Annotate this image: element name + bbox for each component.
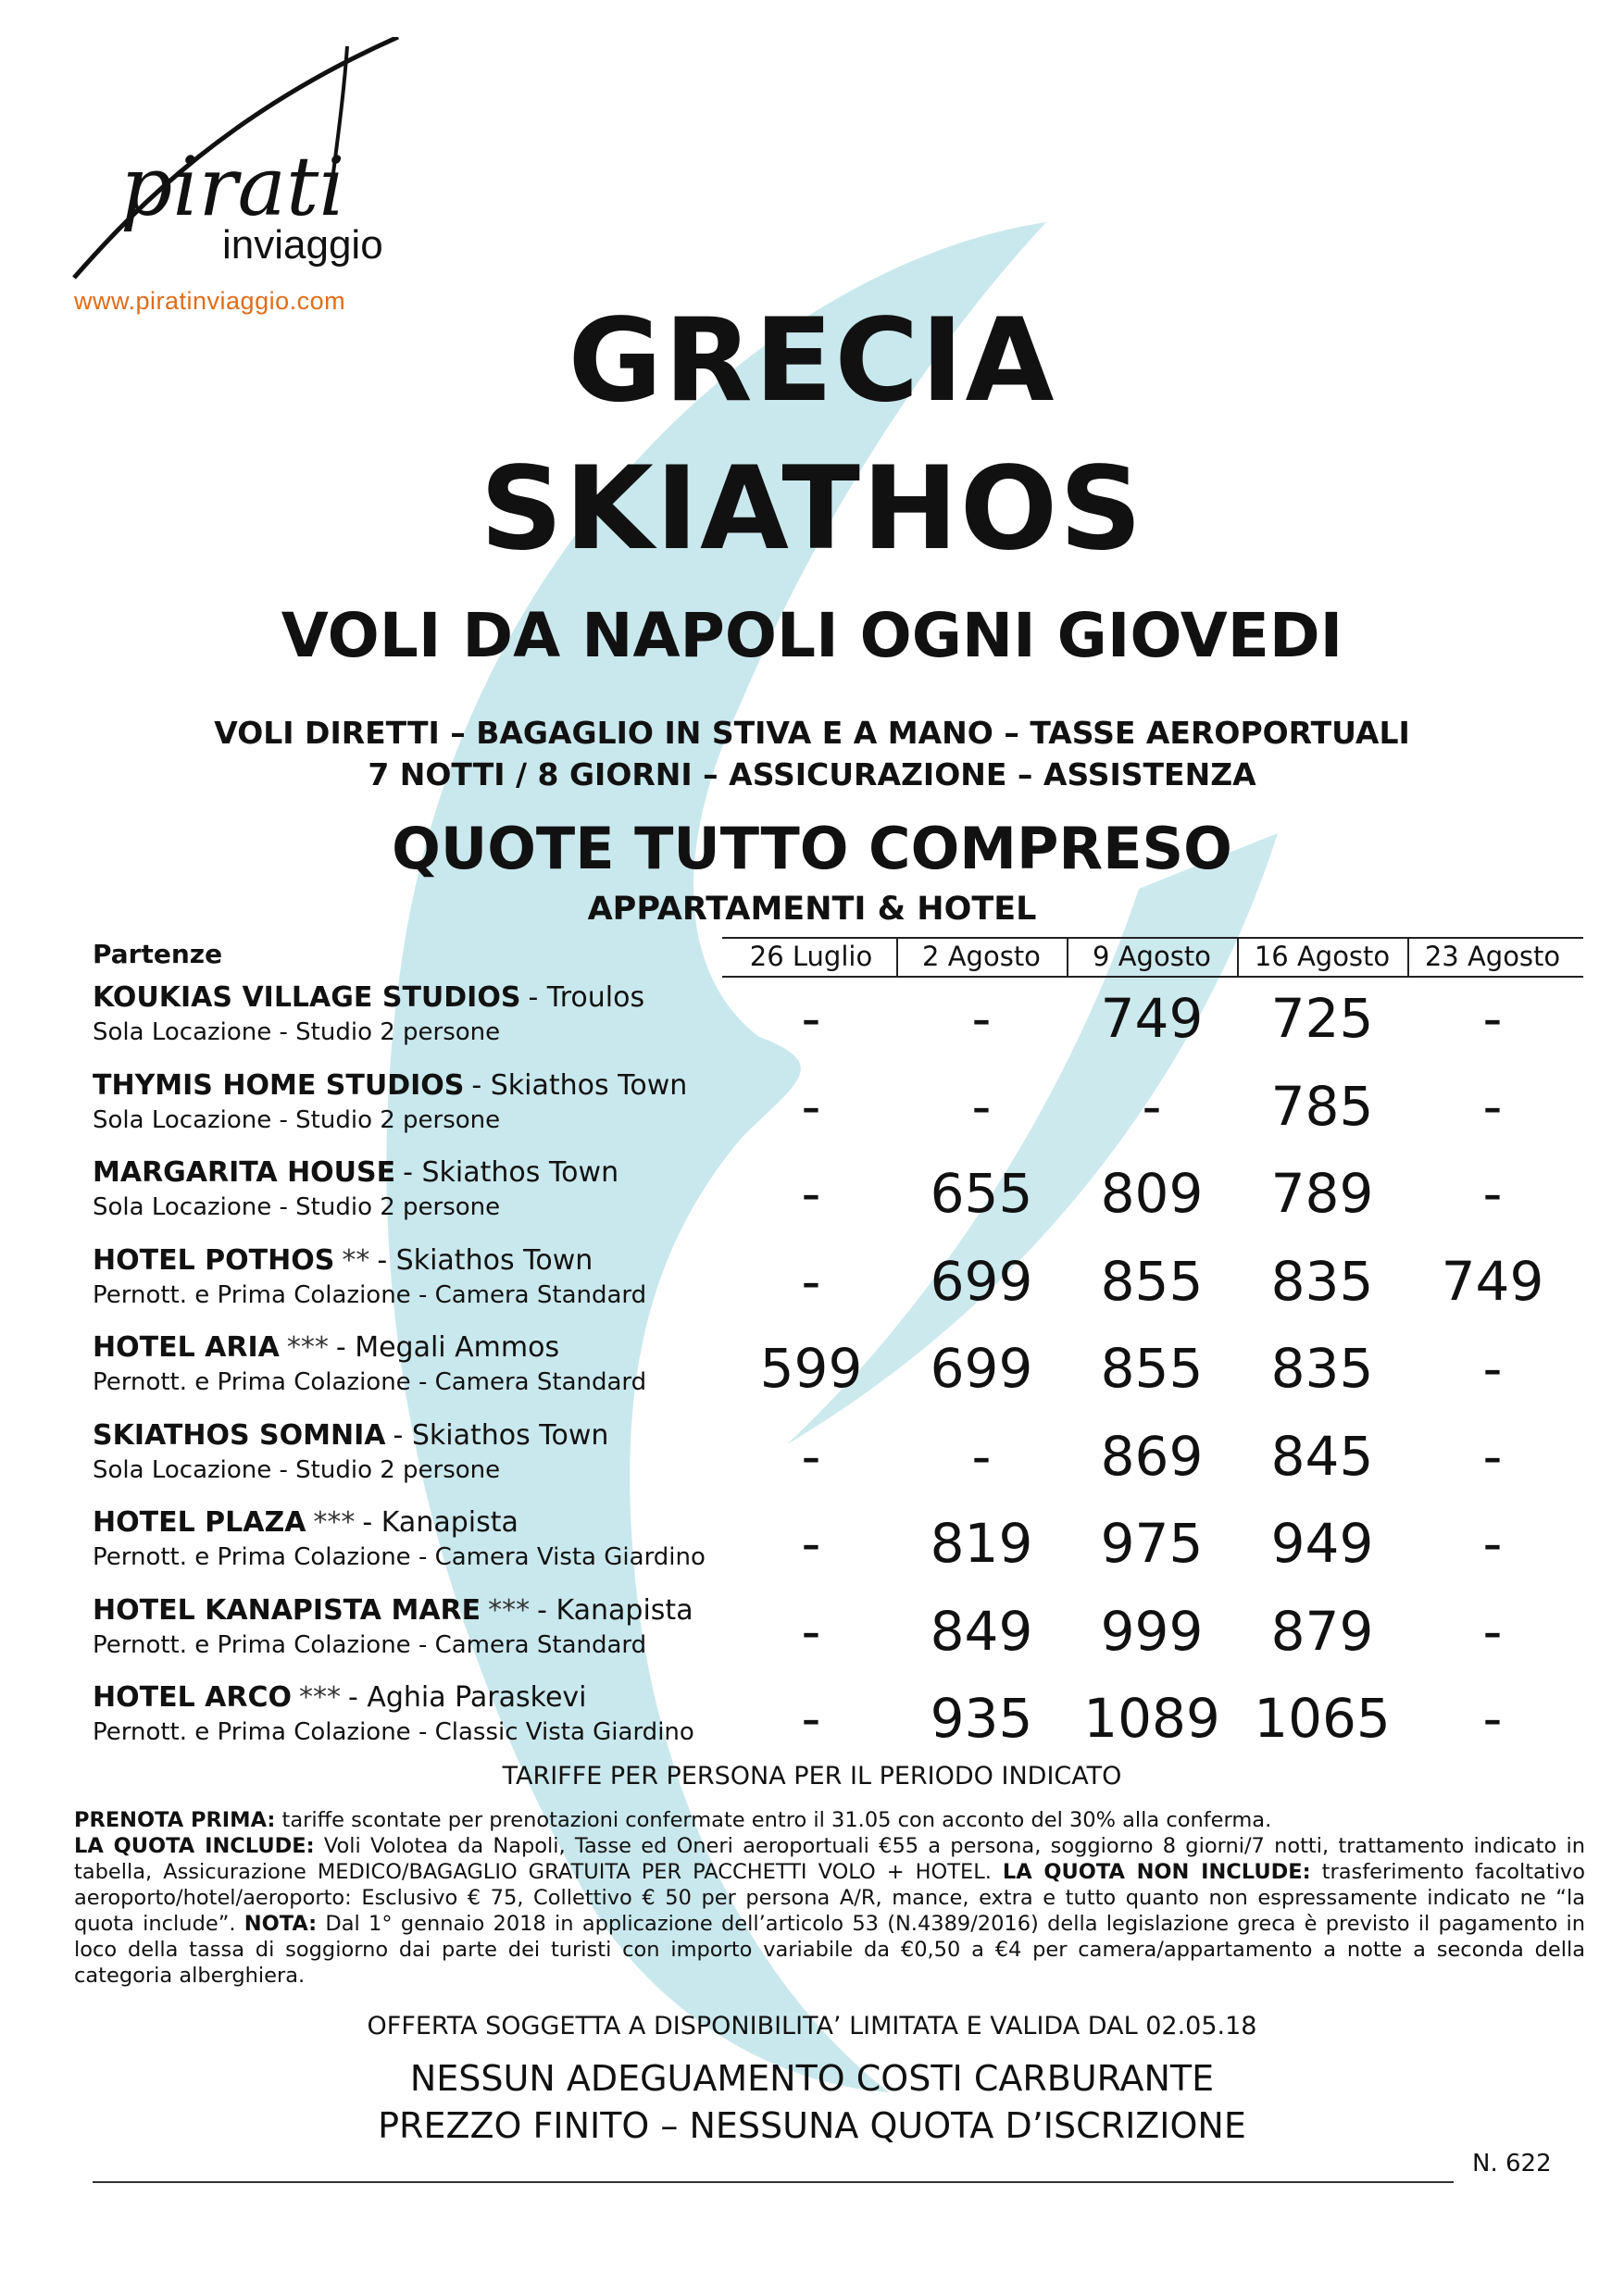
price-cell: - — [971, 987, 992, 1050]
hotel-treatment: Sola Locazione - Studio 2 persone — [93, 1105, 501, 1134]
price-cell: - — [801, 987, 821, 1050]
quota-details — [74, 1833, 1585, 1989]
price-cell: - — [801, 1074, 821, 1138]
hotel-location: - Troulos — [528, 981, 645, 1014]
hotel-treatment: Pernott. e Prima Colazione - Camera Vista Giardino — [93, 1543, 706, 1571]
price-cell: - — [1482, 1424, 1503, 1488]
price-cell: 855 — [1100, 1249, 1204, 1313]
hotel-treatment: Sola Locazione - Studio 2 persone — [93, 1455, 501, 1484]
hotel-location: - Megali Ammos — [335, 1331, 560, 1364]
price-cell: - — [801, 1512, 821, 1575]
column-header-date: 2 Agosto — [922, 941, 1041, 972]
hotel-title: SKIATHOS SOMNIA — [93, 1418, 386, 1452]
hotel-treatment: Pernott. e Prima Colazione - Classic Vista Giardino — [93, 1718, 694, 1746]
column-header-date: 26 Luglio — [749, 941, 873, 972]
url-part-1: www.pirat — [74, 287, 187, 315]
flyer-number: N. 622 — [1472, 2150, 1552, 2177]
price-cell: 749 — [1441, 1249, 1544, 1313]
hotel-treatment: Pernott. e Prima Colazione - Camera Standard — [93, 1280, 647, 1309]
url-part-3: .com — [289, 287, 346, 315]
hotel-location: - Kanapista — [362, 1506, 518, 1539]
hotel-location: - Skiathos Town — [471, 1068, 688, 1102]
price-cell: 845 — [1270, 1424, 1374, 1488]
hotel-title: HOTEL POTHOS — [93, 1243, 335, 1277]
prenota-prima-note — [74, 1807, 1585, 1833]
hotel-location: - Skiathos Town — [403, 1156, 619, 1189]
price-cell: 785 — [1270, 1074, 1374, 1138]
hotel-title: MARGARITA HOUSE — [93, 1156, 396, 1189]
hotel-title: HOTEL ARIA — [93, 1331, 280, 1364]
price-cell: - — [1482, 1162, 1503, 1225]
price-cell: 1089 — [1083, 1687, 1220, 1750]
nota-label: NOTA: — [244, 1912, 318, 1936]
hotel-treatment: Pernott. e Prima Colazione - Camera Standard — [93, 1630, 647, 1659]
column-header-date: 16 Agosto — [1254, 941, 1391, 972]
non-include-label: LA QUOTA NON INCLUDE: — [1002, 1860, 1311, 1884]
price-cell: - — [1482, 1599, 1503, 1663]
price-cell: 835 — [1270, 1337, 1374, 1400]
partenze-label: Partenze — [93, 939, 223, 969]
hotel-title: THYMIS HOME STUDIOS — [93, 1068, 465, 1102]
price-cell: 789 — [1270, 1162, 1374, 1225]
hotel-name — [93, 1419, 608, 1452]
fuel-note: NESSUN ADEGUAMENTO COSTI CARBURANTE — [409, 2058, 1215, 2099]
nota-text: Dal 1° gennaio 2018 in applicazione dell’articolo 53 (N.4389/2016) della legislazione greca è previsto il pagamento in loco della tassa di soggiorno dai parte dei turisti con importo variabile da €0,50 a €4 per camera/appartamento a notte a seconda della categoria alberghiera. — [74, 1912, 1585, 1988]
prenota-label: PRENOTA PRIMA: — [74, 1808, 276, 1832]
price-cell: 725 — [1270, 987, 1374, 1050]
price-cell: 749 — [1100, 987, 1204, 1050]
price-cell: 975 — [1100, 1512, 1204, 1575]
hotel-stars: *** — [313, 1506, 356, 1539]
non-include-text: trasferimento facoltativo aeroporto/hotel/aeroporto: Esclusivo € 75, Collettivo € 50 per persona A/R, mance, extra e tutto quanto non espressamente indicato ne “la quota include”. — [74, 1860, 1585, 1936]
url-part-2: inviaggio — [186, 287, 290, 315]
prenota-text: tariffe scontate per prenotazioni confermate entro il 31.05 con acconto del 30% alla conferma. — [275, 1808, 1272, 1832]
price-cell: 699 — [930, 1249, 1033, 1313]
hotel-stars: ** — [342, 1243, 370, 1277]
price-cell: - — [801, 1424, 821, 1488]
offer-validity: OFFERTA SOGGETTA A DISPONIBILITA’ LIMITATA E VALIDA DAL 02.05.18 — [367, 2012, 1257, 2040]
quote-subtitle: APPARTAMENTI & HOTEL — [587, 891, 1037, 928]
price-cell: - — [801, 1599, 821, 1663]
price-cell: - — [801, 1249, 821, 1313]
price-cell: - — [1482, 987, 1503, 1050]
price-cell: 1065 — [1254, 1687, 1391, 1750]
hotel-location: - Aghia Paraskevi — [347, 1681, 587, 1714]
title-island: SKIATHOS — [480, 443, 1144, 576]
include-text: Voli Volotea da Napoli, Tasse ed Oneri aeroportuali €55 a persona, soggiorno 8 giorni/7 notti, trattamento indicato in tabella, Assicurazione MEDICO/BAGAGLIO GRATUITA PER PACCHETTI VOLO + HOTEL. — [74, 1834, 1585, 1884]
hotel-title: HOTEL PLAZA — [93, 1506, 306, 1539]
price-cell: 699 — [930, 1337, 1033, 1400]
hotel-name — [93, 981, 644, 1014]
price-cell: 879 — [1270, 1599, 1374, 1663]
hotel-name — [93, 1244, 593, 1277]
logo-word-pirati: pirati — [120, 139, 345, 234]
price-cell: 869 — [1100, 1424, 1204, 1488]
include-label: LA QUOTA INCLUDE: — [74, 1834, 315, 1858]
hotel-name — [93, 1156, 618, 1189]
price-cell: 849 — [930, 1599, 1033, 1663]
hotel-name — [93, 1506, 518, 1539]
bottom-rule — [93, 2181, 1454, 2183]
price-cell: - — [971, 1424, 992, 1488]
tariffe-note: TARIFFE PER PERSONA PER IL PERIODO INDICATO — [502, 1762, 1122, 1791]
hotel-treatment: Sola Locazione - Studio 2 persone — [93, 1018, 501, 1046]
price-note: PREZZO FINITO – NESSUNA QUOTA D’ISCRIZIONE — [378, 2105, 1246, 2146]
price-cell: - — [1482, 1074, 1503, 1138]
hotel-location: - Skiathos Town — [393, 1418, 609, 1452]
hotel-title: HOTEL KANAPISTA MARE — [93, 1593, 481, 1627]
price-cell: 999 — [1100, 1599, 1204, 1663]
price-cell: 935 — [930, 1687, 1033, 1750]
column-header-date: 23 Agosto — [1424, 941, 1561, 972]
hotel-title: KOUKIAS VILLAGE STUDIOS — [93, 981, 521, 1014]
price-cell: - — [801, 1162, 821, 1225]
title-country: GRECIA — [568, 294, 1056, 428]
hotel-name — [93, 1681, 587, 1714]
features-line-1: VOLI DIRETTI – BAGAGLIO IN STIVA E A MANO – TASSE AEROPORTUALI — [214, 715, 1410, 751]
hotel-stars: *** — [298, 1681, 341, 1714]
column-header-date: 9 Agosto — [1093, 941, 1211, 972]
hotel-treatment: Pernott. e Prima Colazione - Camera Standard — [93, 1368, 647, 1396]
price-cell: - — [1482, 1512, 1503, 1575]
price-cell: 819 — [930, 1512, 1033, 1575]
features-line-2: 7 NOTTI / 8 GIORNI – ASSICURAZIONE – ASSISTENZA — [368, 756, 1256, 792]
hotel-name — [93, 1331, 559, 1364]
hotel-treatment: Sola Locazione - Studio 2 persone — [93, 1193, 501, 1221]
price-cell: - — [1482, 1687, 1503, 1750]
quote-title: QUOTE TUTTO COMPRESO — [392, 815, 1232, 882]
price-cell: - — [801, 1687, 821, 1750]
price-cell: - — [1482, 1337, 1503, 1400]
hotel-name — [93, 1594, 693, 1627]
price-cell: 599 — [759, 1337, 863, 1400]
hotel-location: - Skiathos Town — [377, 1243, 593, 1277]
price-cell: - — [1142, 1074, 1162, 1138]
price-cell: 835 — [1270, 1249, 1374, 1313]
price-cell: 655 — [930, 1162, 1033, 1225]
hotel-title: HOTEL ARCO — [93, 1681, 292, 1714]
hotel-stars: *** — [488, 1593, 531, 1627]
hotel-stars: *** — [286, 1331, 329, 1364]
hotel-name — [93, 1069, 687, 1102]
logo-word-inviaggio: inviaggio — [222, 222, 383, 268]
price-cell: 855 — [1100, 1337, 1204, 1400]
price-cell: 809 — [1100, 1162, 1204, 1225]
terms-paragraph — [74, 1807, 1585, 1989]
price-cell: - — [971, 1074, 992, 1138]
flights-subtitle: VOLI DA NAPOLI OGNI GIOVEDI — [281, 600, 1343, 671]
hotel-location: - Kanapista — [537, 1593, 693, 1627]
price-cell: 949 — [1270, 1512, 1374, 1575]
